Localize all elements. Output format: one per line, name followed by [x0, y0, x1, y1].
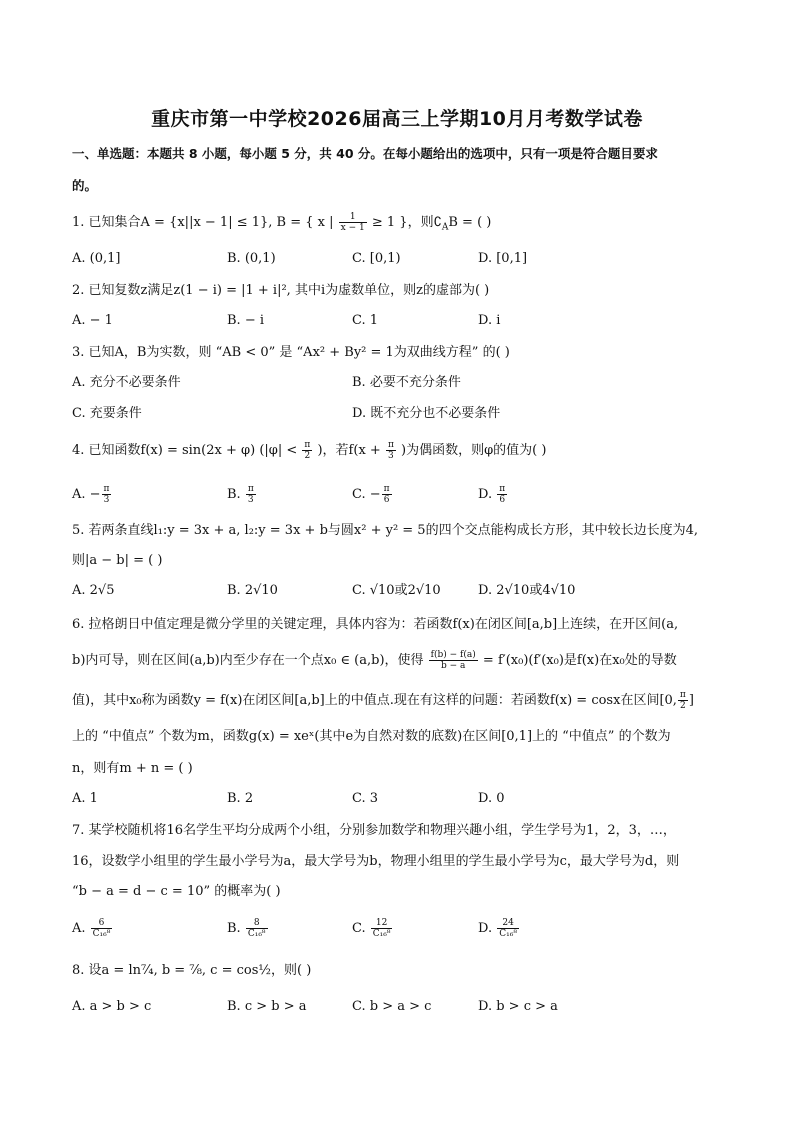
- question-6-line4: 上的 “中值点” 个数为m，函数g(x) = xeˣ(其中e为自然对数的底数)在区间[0,1]上的 “中值点” 的个数为: [72, 729, 671, 744]
- q1-option-c[interactable]: C. [0,1): [352, 251, 401, 266]
- question-2-stem: 2. 已知复数z满足z(1 − i) = |1 + i|², 其中i为虚数单位，则z的虚部为( ): [72, 283, 490, 298]
- q6-fraction: $\frac{f(b) - f(a)}{b - a}$: [430, 650, 476, 671]
- q3-option-c[interactable]: C. 充要条件: [72, 406, 142, 421]
- q4-fraction-2: $\frac{\pi}{3}$: [387, 440, 394, 461]
- q2-option-b[interactable]: B. − i: [227, 313, 265, 328]
- question-4-stem: 4. 已知函数f(x) = sin(2x + φ) (|φ| < $\frac{\pi}{2}$ )，若f(x + $\frac{\pi}{3}$ )为偶函数，则φ的值为( ): [72, 440, 547, 461]
- q1-option-a[interactable]: A. (0,1]: [72, 251, 121, 266]
- q4-fraction-1: $\frac{\pi}{2}$: [304, 440, 311, 461]
- q4-option-b[interactable]: B. $\frac{\pi}{3}$: [227, 484, 254, 505]
- q5-option-d[interactable]: D. 2√10或4√10: [478, 583, 576, 598]
- section-header-cont: 的。: [72, 178, 98, 193]
- q1-fraction: $\frac{1}{x - 1}$: [340, 212, 365, 233]
- question-5-stem-line1: 5. 若两条直线l₁:y = 3x + a, l₂:y = 3x + b与圆x² + y² = 5的四个交点能构成长方形，其中较长边长度为4,: [72, 523, 698, 538]
- q7-option-d[interactable]: D. $\frac{24}{\text{C₁₆⁸}}$: [478, 918, 517, 939]
- question-7-line1: 7. 某学校随机将16名学生平均分成两个小组，分别参加数学和物理兴趣小组，学生学号为1，2，3，…，: [72, 823, 676, 838]
- q3-option-b[interactable]: B. 必要不充分条件: [352, 375, 461, 390]
- q5-option-a[interactable]: A. 2√5: [72, 583, 115, 598]
- question-6-line1: 6. 拉格朗日中值定理是微分学里的关键定理，具体内容为：若函数f(x)在闭区间[a,b]上连续，在开区间(a,: [72, 617, 679, 632]
- q5-option-b[interactable]: B. 2√10: [227, 583, 278, 598]
- q4-option-a[interactable]: A. − $\frac{\pi}{3}$: [72, 484, 110, 505]
- q8-option-c[interactable]: C. b > a > c: [352, 999, 432, 1014]
- q2-option-d[interactable]: D. i: [478, 313, 501, 328]
- question-6-line5: n，则有m + n = ( ): [72, 761, 193, 776]
- q2-option-a[interactable]: A. − 1: [72, 313, 113, 328]
- q5-option-c[interactable]: C. √10或2√10: [352, 583, 441, 598]
- q1-option-b[interactable]: B. (0,1): [227, 251, 276, 266]
- q6-option-b[interactable]: B. 2: [227, 791, 254, 806]
- q4-option-d[interactable]: D. $\frac{\pi}{6}$: [478, 484, 506, 505]
- question-1-stem: 1. 已知集合A = {x||x − 1| ≤ 1}, B = { x | $\frac{1}{x - 1}$ ≥ 1 }，则$∁_AB$ = ( ): [72, 212, 492, 233]
- q8-option-b[interactable]: B. c > b > a: [227, 999, 307, 1014]
- exam-title: 重庆市第一中学校2026届高三上学期10月月考数学试卷: [151, 108, 643, 130]
- question-6-line2: b)内可导，则在区间(a,b)内至少存在一个点x₀ ∈ (a,b)，使得 $\frac{f(b) - f(a)}{b - a}$ = f′(x₀)(f′(x₀)是f(x)在x₀处的导数: [72, 650, 677, 671]
- q8-option-a[interactable]: A. a > b > c: [72, 999, 152, 1014]
- question-7-line2: 16，设数学小组里的学生最小学号为a，最大学号为b，物理小组里的学生最小学号为c，最大学号为d，则: [72, 854, 680, 869]
- section-header: 一、单选题：本题共 8 小题，每小题 5 分，共 40 分。在每小题给出的选项中，只有一项是符合题目要求: [72, 146, 658, 161]
- q7-option-c[interactable]: C. $\frac{12}{\text{C₁₆⁸}}$: [352, 918, 391, 939]
- question-5-stem-line2: 则|a − b| = ( ): [72, 553, 163, 568]
- q7-option-b[interactable]: B. $\frac{8}{\text{C₁₆⁸}}$: [227, 918, 266, 939]
- question-7-line3: “b − a = d − c = 10” 的概率为( ): [72, 884, 281, 899]
- q6-option-d[interactable]: D. 0: [478, 791, 505, 806]
- q4-option-c[interactable]: C. − $\frac{\pi}{6}$: [352, 484, 390, 505]
- q6-option-a[interactable]: A. 1: [72, 791, 98, 806]
- q6-fraction-2: $\frac{\pi}{2}$: [679, 690, 686, 711]
- q2-option-c[interactable]: C. 1: [352, 313, 379, 328]
- q3-option-d[interactable]: D. 既不充分也不必要条件: [352, 406, 501, 421]
- q6-option-c[interactable]: C. 3: [352, 791, 379, 806]
- question-8-stem: 8. 设a = ln⁷⁄₄, b = ⁷⁄₈, c = cos½，则( ): [72, 963, 312, 978]
- question-6-line3: 值)，其中x₀称为函数y = f(x)在闭区间[a,b]上的中值点.现在有这样的问题：若函数f(x) = cosx在区间[0, $\frac{\pi}{2}$ ]: [72, 690, 694, 711]
- question-3-stem: 3. 已知A，B为实数，则 “AB < 0” 是 “Ax² + By² = 1为双曲线方程” 的( ): [72, 345, 510, 360]
- q1-option-d[interactable]: D. [0,1]: [478, 251, 528, 266]
- q8-option-d[interactable]: D. b > c > a: [478, 999, 558, 1014]
- q3-option-a[interactable]: A. 充分不必要条件: [72, 375, 181, 390]
- q7-option-a[interactable]: A. $\frac{6}{\text{C₁₆⁸}}$: [72, 918, 111, 939]
